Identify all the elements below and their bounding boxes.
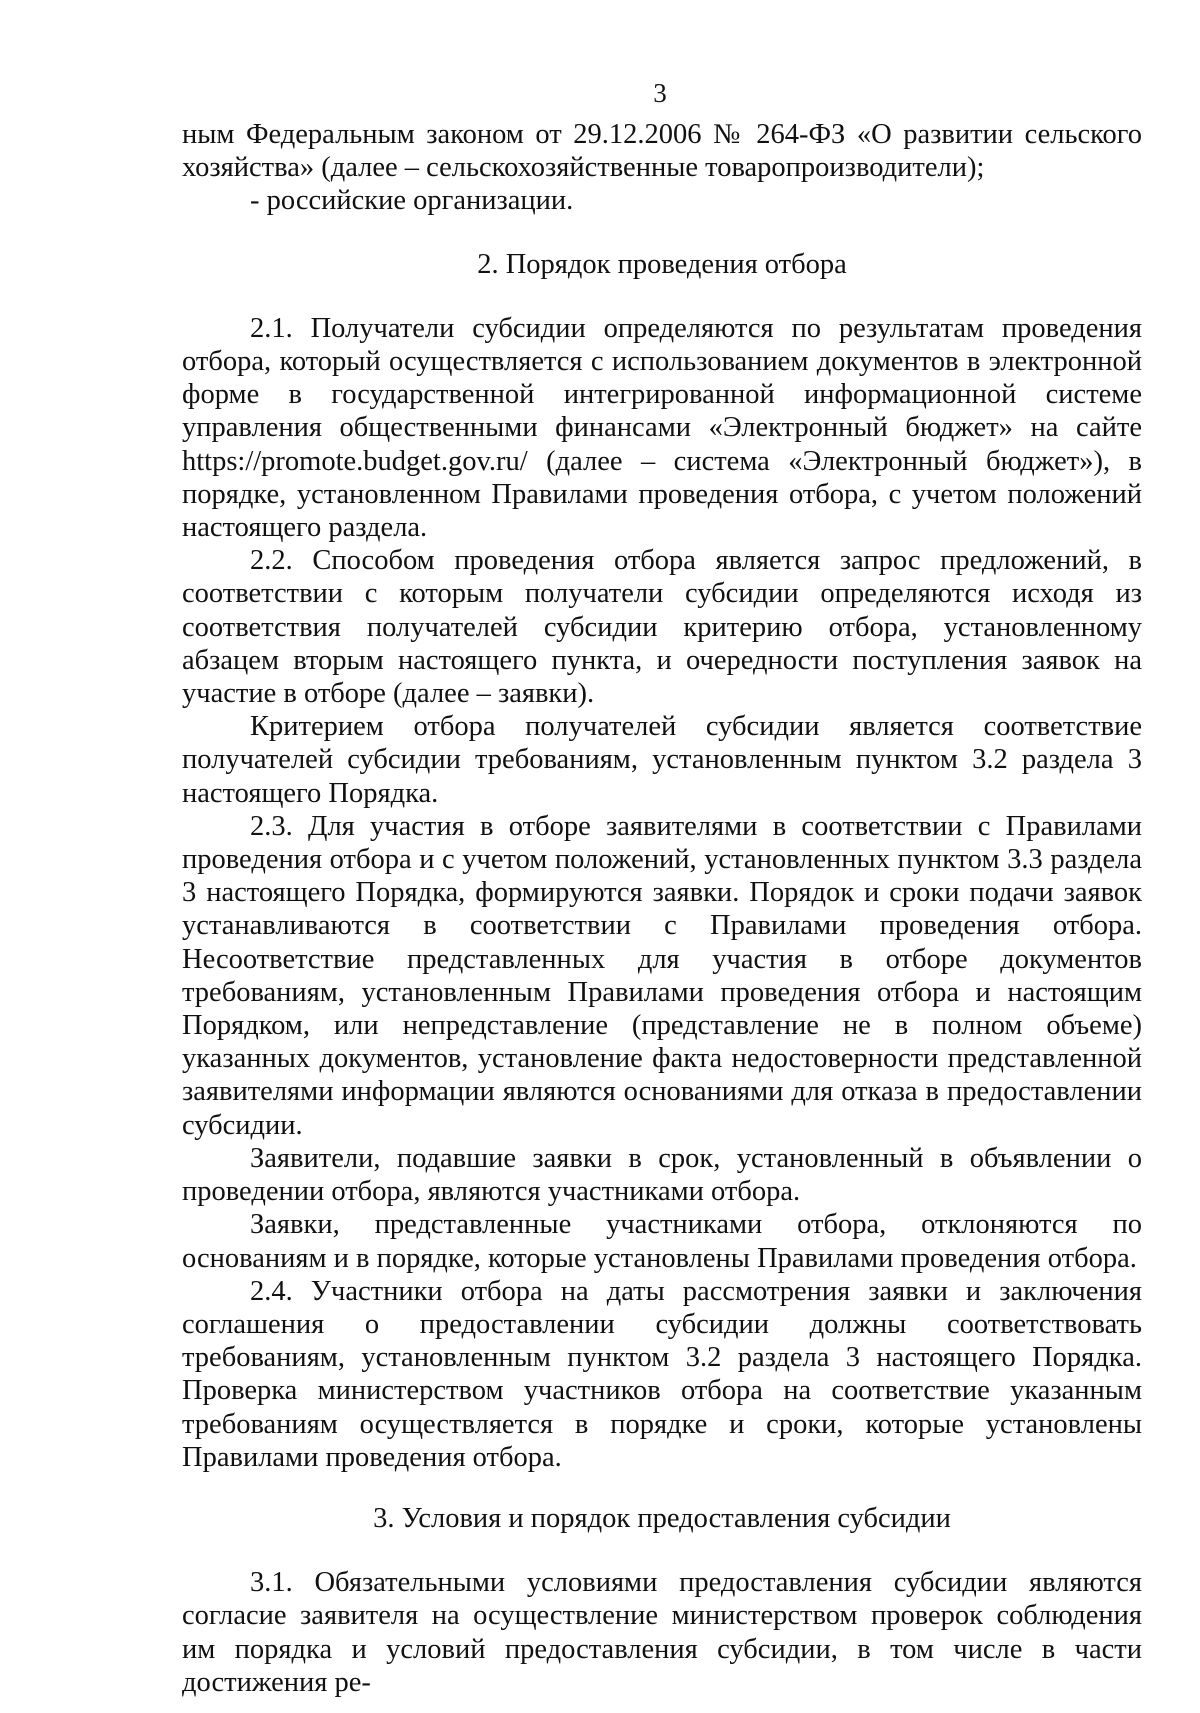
section-heading-3: 3. Условия и порядок предоставления субсидии [373,1502,951,1534]
paragraph-2-4: 2.4. Участники отбора на даты рассмотрения заявки и заключения соглашения о предоставлении субсидии должны соответствовать требованиям, установленным пунктом 3.2 раздела 3 настоящего Порядка. Проверка министерством участников отбора на соответствие указанным требованиям осуществляется в порядке и сроки, которые установлены Правилами проведения отбора. [182,1275,1142,1473]
paragraph-2-3-rejection: Заявки, представленные участниками отбора, отклоняются по основаниям и в порядке, которые установлены Правилами проведения отбора. [182,1209,1142,1274]
paragraph-2-2-criterion: Критерием отбора получателей субсидии является соответствие получателей субсидии требованиям, установленным пунктом 3.2 раздела 3 настоящего Порядка. [182,711,1142,809]
paragraph-3-1: 3.1. Обязательными условиями предоставления субсидии являются согласие заявителя на осуществление министерством проверок соблюдения им порядка и условий предоставления субсидии, в том числе в части достижения ре- [182,1567,1142,1698]
paragraph-intro-continuation: ным Федеральным законом от 29.12.2006 № 264-ФЗ «О развитии сельского хозяйства» (далее – сельскохозяйственные товаропроизводители); [182,119,1142,184]
paragraph-list-item: - российские организации. [250,185,574,217]
section-heading-2: 2. Порядок проведения отбора [477,248,847,280]
paragraph-2-3-applicants: Заявители, подавшие заявки в срок, установленный в объявлении о проведении отбора, являются участниками отбора. [182,1142,1142,1208]
paragraph-2-1: 2.1. Получатели субсидии определяются по результатам проведения отбора, который осуществляется с использованием документов в электронной форме в государственной интегрированной информационной системе управления общественными финансами «Электронный бюджет» на сайте https://promote.budget.gov.ru/ (далее – система «Электронный бюджет»), в порядке, установленном Правилами проведения отбора, с учетом положений настоящего раздела. [182,312,1142,544]
paragraph-2-3: 2.3. Для участия в отборе заявителями в соответствии с Правилами проведения отбора и с учетом положений, установленных пунктом 3.3 раздела 3 настоящего Порядка, формируются заявки. Порядок и сроки подачи заявок устанавливаются в соответствии с Правилами проведения отбора. Несоответствие представленных для участия в отборе документов требованиям, установленным Правилами проведения отбора и настоящим Порядком, или непредставление (представление не в полном объеме) указанных документов, установление факта недостоверности представленной заявителями информации являются основаниями для отказа в предоставлении субсидии. [182,810,1142,1141]
paragraph-2-2: 2.2. Способом проведения отбора является запрос предложений, в соответствии с которым получатели субсидии определяются исходя из соответствия получателей субсидии критерию отбора, установленному абзацем вторым настоящего пункта, и очередности поступления заявок на участие в отборе (далее – заявки). [182,545,1142,710]
page-number: 3 [653,78,667,108]
document-body [182,118,1142,1699]
